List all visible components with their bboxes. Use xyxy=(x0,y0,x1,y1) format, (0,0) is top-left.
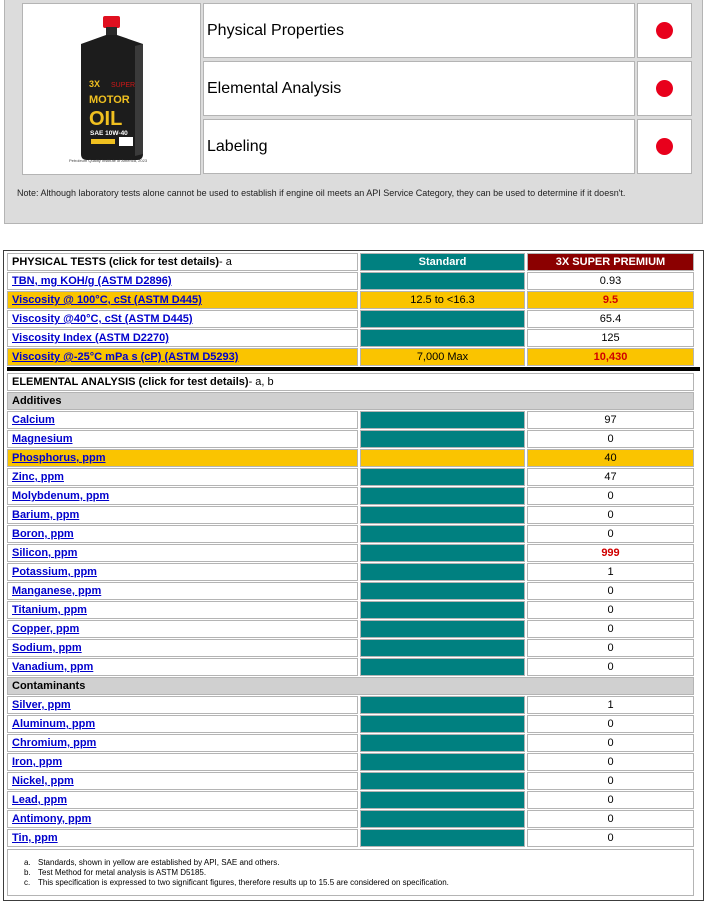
motor-oil-bottle-image xyxy=(23,4,200,174)
table-row xyxy=(7,563,700,582)
table-row xyxy=(7,658,700,677)
table-row xyxy=(7,791,700,810)
test-detail-link[interactable]: Calcium xyxy=(12,414,55,426)
standard-cell xyxy=(360,620,525,638)
test-detail-link[interactable]: Potassium, ppm xyxy=(12,566,97,578)
table-row xyxy=(7,525,700,544)
table-row xyxy=(7,329,700,348)
test-detail-link[interactable]: Boron, ppm xyxy=(12,528,74,540)
category-label: Physical Properties xyxy=(207,21,344,39)
result-value-cell: 0 xyxy=(527,601,694,619)
result-value-cell: 47 xyxy=(527,468,694,486)
result-value-cell: 0 xyxy=(527,430,694,448)
table-row xyxy=(7,468,700,487)
result-value-cell: 9.5 xyxy=(527,291,694,309)
test-detail-link[interactable]: Silicon, ppm xyxy=(12,547,78,559)
test-name-cell xyxy=(7,430,358,448)
table-row xyxy=(7,601,700,620)
test-detail-link[interactable]: Phosphorus, ppm xyxy=(12,452,106,464)
test-name-cell xyxy=(7,601,358,619)
table-row xyxy=(7,411,700,430)
test-detail-link[interactable]: Chromium, ppm xyxy=(12,737,97,749)
test-name-cell xyxy=(7,810,358,828)
standard-cell xyxy=(360,487,525,505)
category-physical-properties[interactable] xyxy=(203,3,635,58)
standard-cell xyxy=(360,601,525,619)
test-name-cell xyxy=(7,329,358,347)
test-detail-link[interactable]: Silver, ppm xyxy=(12,699,71,711)
table-row xyxy=(7,734,700,753)
standard-cell xyxy=(360,810,525,828)
standard-cell xyxy=(360,449,525,467)
standard-column-header: Standard xyxy=(360,253,525,271)
table-row xyxy=(7,715,700,734)
test-name-cell xyxy=(7,658,358,676)
test-name-cell xyxy=(7,734,358,752)
result-value-cell: 0 xyxy=(527,525,694,543)
standard-cell: 12.5 to <16.3 xyxy=(360,291,525,309)
result-value-cell: 65.4 xyxy=(527,310,694,328)
test-detail-link[interactable]: TBN, mg KOH/g (ASTM D2896) xyxy=(12,275,172,287)
bottle-line1-text: MOTOR xyxy=(89,94,130,106)
bottle-line2-text: OIL xyxy=(89,108,123,130)
results-table xyxy=(3,250,704,901)
standard-cell xyxy=(360,696,525,714)
test-name-cell xyxy=(7,620,358,638)
fail-status-dot-icon xyxy=(656,138,673,155)
table-row xyxy=(7,544,700,563)
result-value-cell: 40 xyxy=(527,449,694,467)
test-name-cell xyxy=(7,753,358,771)
test-detail-link[interactable]: Tin, ppm xyxy=(12,832,58,844)
test-detail-link[interactable]: Zinc, ppm xyxy=(12,471,64,483)
test-name-cell xyxy=(7,791,358,809)
table-row xyxy=(7,620,700,639)
product-image-cell xyxy=(22,3,201,175)
test-detail-link[interactable]: Titanium, ppm xyxy=(12,604,87,616)
test-name-cell xyxy=(7,411,358,429)
bottle-brand-text: 3X xyxy=(89,79,101,89)
standard-cell: 7,000 Max xyxy=(360,348,525,366)
contaminants-group-row xyxy=(7,677,700,696)
table-row xyxy=(7,696,700,715)
result-value-cell: 0 xyxy=(527,715,694,733)
standard-cell xyxy=(360,563,525,581)
test-name-cell xyxy=(7,291,358,309)
test-detail-link[interactable]: Copper, ppm xyxy=(12,623,80,635)
test-detail-link[interactable]: Manganese, ppm xyxy=(12,585,102,597)
standard-cell xyxy=(360,658,525,676)
test-detail-link[interactable]: Viscosity @-25°C mPa s (cP) (ASTM D5293) xyxy=(12,351,239,363)
standard-cell xyxy=(360,582,525,600)
section-divider xyxy=(7,367,700,371)
result-value-cell: 0 xyxy=(527,658,694,676)
standard-cell xyxy=(360,272,525,290)
test-name-cell xyxy=(7,487,358,505)
test-name-cell xyxy=(7,544,358,562)
standard-cell xyxy=(360,411,525,429)
standard-cell xyxy=(360,525,525,543)
footnote-a: a. Standards, shown in yellow are established by API, SAE and others. xyxy=(24,858,280,867)
additives-group-row xyxy=(7,392,700,411)
table-row xyxy=(7,449,700,468)
test-detail-link[interactable]: Viscosity @40°C, cSt (ASTM D445) xyxy=(12,313,193,325)
test-name-cell xyxy=(7,272,358,290)
test-detail-link[interactable]: Barium, ppm xyxy=(12,509,80,521)
result-value-cell: 0 xyxy=(527,487,694,505)
test-name-cell xyxy=(7,468,358,486)
elemental-analysis-header[interactable]: ELEMENTAL ANALYSIS (click for test details) - a, b xyxy=(7,373,694,391)
footnote-b: b. Test Method for metal analysis is ASTM D5185. xyxy=(24,868,207,877)
standard-cell xyxy=(360,639,525,657)
test-detail-link[interactable]: Antimony, ppm xyxy=(12,813,92,825)
additives-group-label: Additives xyxy=(7,392,694,410)
table-row xyxy=(7,753,700,772)
disclaimer-note: Note: Although laboratory tests alone cannot be used to establish if engine oil meets an API Service Category, they can be used to determine if it doesn't. xyxy=(17,188,626,198)
result-value-cell: 0.93 xyxy=(527,272,694,290)
table-row xyxy=(7,829,700,848)
standard-cell xyxy=(360,829,525,847)
result-value-cell: 125 xyxy=(527,329,694,347)
result-value-cell: 1 xyxy=(527,563,694,581)
test-name-cell xyxy=(7,715,358,733)
test-name-cell xyxy=(7,829,358,847)
status-cell-physical-properties xyxy=(637,3,692,58)
table-row xyxy=(7,506,700,525)
test-detail-link[interactable]: Molybdenum, ppm xyxy=(12,490,110,502)
table-row xyxy=(7,582,700,601)
table-row xyxy=(7,310,700,329)
test-name-cell xyxy=(7,772,358,790)
category-labeling[interactable] xyxy=(203,119,635,174)
table-row xyxy=(7,639,700,658)
standard-cell xyxy=(360,753,525,771)
table-row xyxy=(7,430,700,449)
result-value-cell: 0 xyxy=(527,734,694,752)
summary-panel xyxy=(4,0,703,224)
svg-text:SUPER: SUPER xyxy=(111,82,136,89)
fail-status-dot-icon xyxy=(656,22,673,39)
result-value-cell: 0 xyxy=(527,620,694,638)
pqia-seal-text: Petroleum Quality Institute of America, 2023 xyxy=(69,158,148,163)
test-name-cell xyxy=(7,525,358,543)
standard-cell xyxy=(360,310,525,328)
result-value-cell: 0 xyxy=(527,772,694,790)
footnotes xyxy=(7,849,694,896)
status-cell-labeling xyxy=(637,119,692,174)
result-value-cell: 10,430 xyxy=(527,348,694,366)
test-name-cell xyxy=(7,563,358,581)
standard-cell xyxy=(360,791,525,809)
elemental-header-row xyxy=(7,373,700,392)
test-name-cell xyxy=(7,582,358,600)
status-cell-elemental-analysis xyxy=(637,61,692,116)
result-value-cell: 0 xyxy=(527,810,694,828)
contaminants-group-label: Contaminants xyxy=(7,677,694,695)
result-value-cell: 0 xyxy=(527,753,694,771)
result-value-cell: 0 xyxy=(527,791,694,809)
table-row xyxy=(7,810,700,829)
result-value-cell: 0 xyxy=(527,639,694,657)
table-row xyxy=(7,772,700,791)
product-column-header: 3X SUPER PREMIUM xyxy=(527,253,694,271)
physical-tests-header-row xyxy=(7,253,700,272)
standard-cell xyxy=(360,772,525,790)
test-detail-link[interactable]: Nickel, ppm xyxy=(12,775,74,787)
test-detail-link[interactable]: Aluminum, ppm xyxy=(12,718,96,730)
category-label: Labeling xyxy=(207,137,268,155)
test-detail-link[interactable]: Iron, ppm xyxy=(12,756,63,768)
standard-cell xyxy=(360,329,525,347)
category-elemental-analysis[interactable] xyxy=(203,61,635,116)
table-row xyxy=(7,487,700,506)
category-label: Elemental Analysis xyxy=(207,79,342,97)
standard-cell xyxy=(360,430,525,448)
fail-status-dot-icon xyxy=(656,80,673,97)
standard-cell xyxy=(360,544,525,562)
footnote-c: c. This specification is expressed to two significant figures, therefore results up to 15.5 are considered on specification. xyxy=(24,878,449,887)
physical-tests-header[interactable]: PHYSICAL TESTS (click for test details) - a xyxy=(7,253,358,271)
test-detail-link[interactable]: Magnesium xyxy=(12,433,73,445)
result-value-cell: 1 xyxy=(527,696,694,714)
result-value-cell: 97 xyxy=(527,411,694,429)
test-detail-link[interactable]: Viscosity Index (ASTM D2270) xyxy=(12,332,169,344)
standard-cell xyxy=(360,506,525,524)
test-detail-link[interactable]: Lead, ppm xyxy=(12,794,68,806)
standard-cell xyxy=(360,734,525,752)
test-detail-link[interactable]: Vanadium, ppm xyxy=(12,661,94,673)
result-value-cell: 0 xyxy=(527,829,694,847)
test-detail-link[interactable]: Sodium, ppm xyxy=(12,642,82,654)
result-value-cell: 0 xyxy=(527,506,694,524)
standard-cell xyxy=(360,468,525,486)
test-name-cell xyxy=(7,696,358,714)
result-value-cell: 999 xyxy=(527,544,694,562)
test-name-cell xyxy=(7,449,358,467)
table-row xyxy=(7,291,700,310)
table-row xyxy=(7,348,700,367)
test-name-cell xyxy=(7,639,358,657)
test-name-cell xyxy=(7,506,358,524)
result-value-cell: 0 xyxy=(527,582,694,600)
test-name-cell xyxy=(7,310,358,328)
standard-cell xyxy=(360,715,525,733)
test-name-cell xyxy=(7,348,358,366)
table-row xyxy=(7,272,700,291)
bottle-grade-text: SAE 10W-40 xyxy=(90,130,128,137)
test-detail-link[interactable]: Viscosity @ 100°C, cSt (ASTM D445) xyxy=(12,294,202,306)
